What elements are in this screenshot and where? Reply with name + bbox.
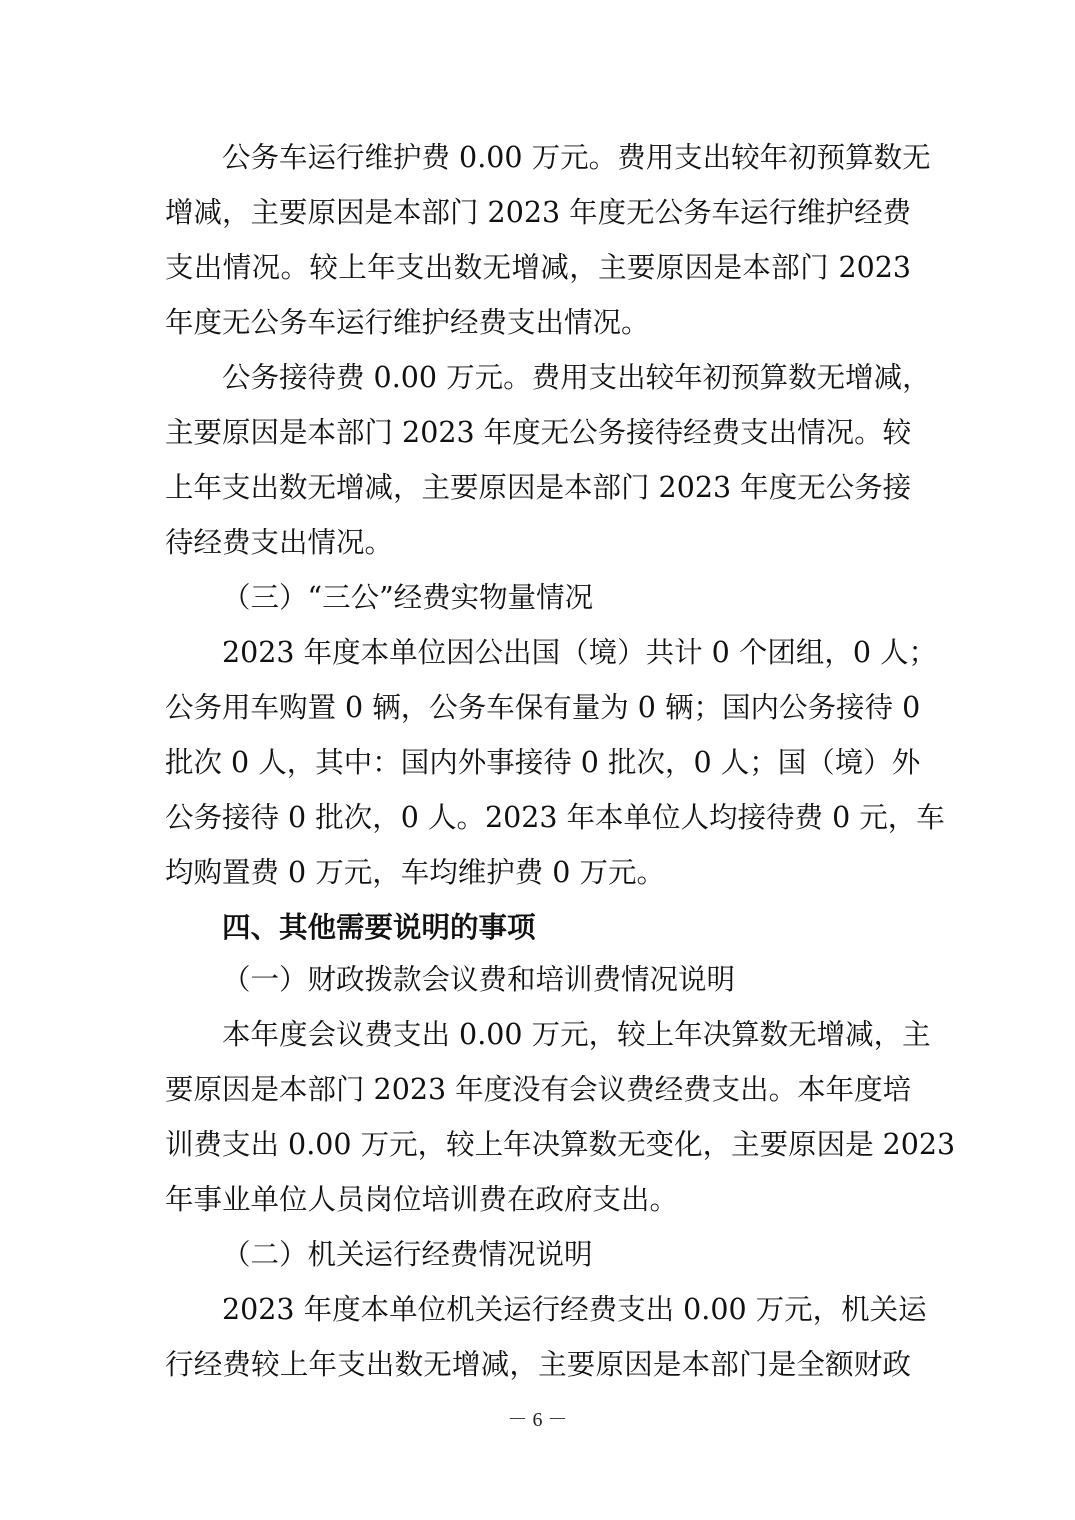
paragraph-line: 支出情况。较上年支出数无增减，主要原因是本部门 2023 [165, 251, 911, 284]
paragraph-line: 上年支出数无增减，主要原因是本部门 2023 年度无公务接 [165, 471, 912, 504]
paragraph-line: 训费支出 0.00 万元，较上年决算数无变化，主要原因是 2023 [165, 1128, 956, 1161]
paragraph-line: 均购置费 0 万元，车均维护费 0 万元。 [165, 856, 666, 889]
paragraph-line: 公务车运行维护费 0.00 万元。费用支出较年初预算数无 [222, 141, 931, 174]
paragraph-line: 公务接待费 0.00 万元。费用支出较年初预算数无增减， [222, 361, 931, 394]
paragraph-line: 增减，主要原因是本部门 2023 年度无公务车运行维护经费 [165, 196, 912, 229]
paragraph-line: 年度无公务车运行维护经费支出情况。 [165, 306, 650, 339]
section-heading: 四、其他需要说明的事项 [222, 911, 536, 944]
subsection-heading: （二）机关运行经费情况说明 [222, 1238, 593, 1271]
paragraph-line: 2023 年度本单位机关运行经费支出 0.00 万元，机关运 [222, 1293, 927, 1326]
paragraph-line: 待经费支出情况。 [165, 526, 394, 559]
paragraph-line: 要原因是本部门 2023 年度没有会议费经费支出。本年度培 [165, 1073, 912, 1106]
paragraph-line: 年事业单位人员岗位培训费在政府支出。 [165, 1183, 679, 1216]
paragraph-line: 2023 年度本单位因公出国（境）共计 0 个团组，0 人； [222, 636, 938, 669]
page-number: － 6 － [507, 1409, 568, 1431]
subsection-heading: （三）“三公”经费实物量情况 [222, 581, 594, 614]
paragraph-line: 行经费较上年支出数无增减，主要原因是本部门是全额财政 [165, 1348, 911, 1381]
paragraph-line: 批次 0 人，其中：国内外事接待 0 批次，0 人；国（境）外 [165, 746, 921, 779]
paragraph-line: 公务用车购置 0 辆，公务车保有量为 0 辆；国内公务接待 0 [165, 691, 921, 724]
paragraph-line: 本年度会议费支出 0.00 万元，较上年决算数无增减，主 [222, 1018, 931, 1051]
subsection-heading: （一）财政拨款会议费和培训费情况说明 [222, 963, 736, 996]
paragraph-line: 公务接待 0 批次，0 人。2023 年本单位人均接待费 0 元，车 [165, 801, 945, 834]
paragraph-line: 主要原因是本部门 2023 年度无公务接待经费支出情况。较 [165, 416, 912, 449]
